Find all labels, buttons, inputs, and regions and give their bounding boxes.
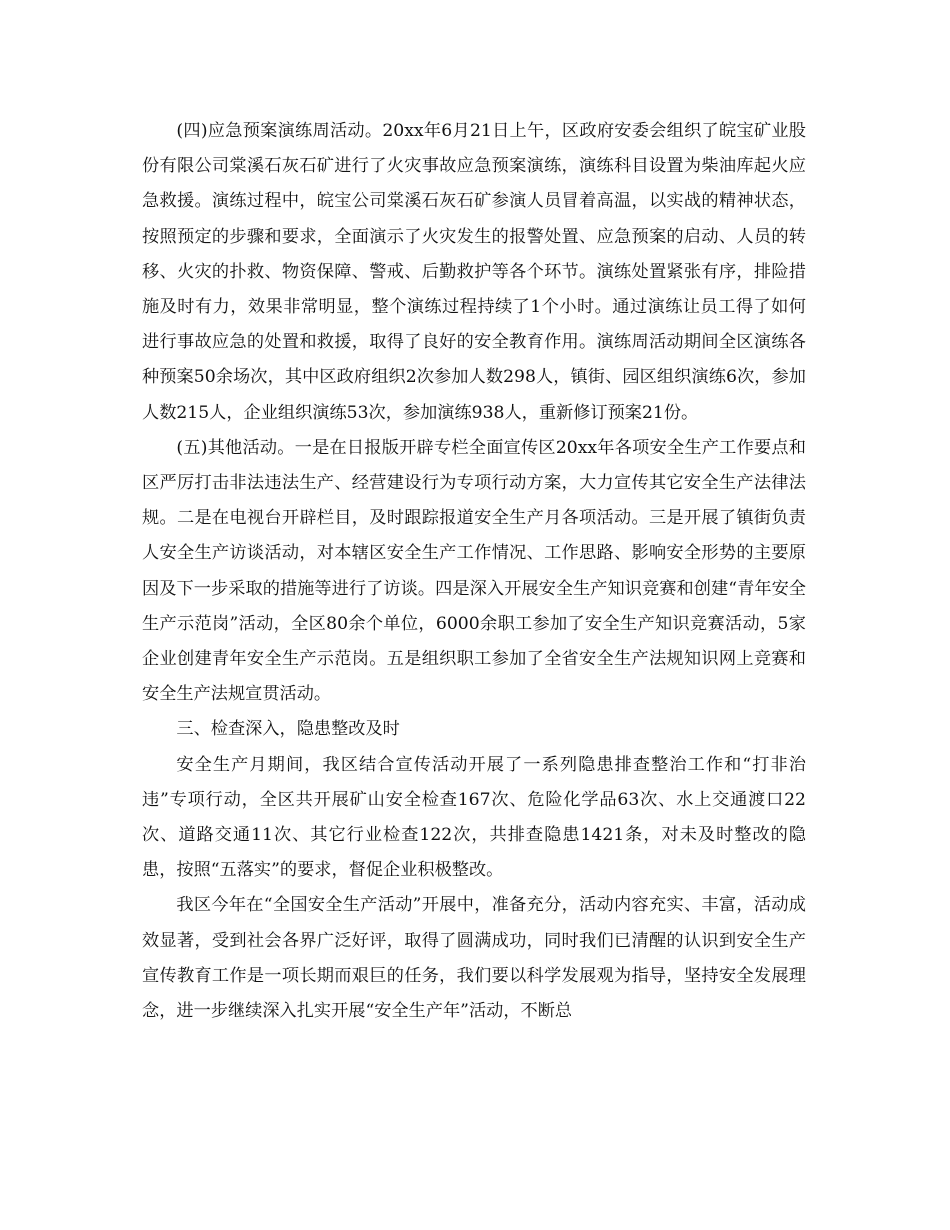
- section-heading-inspection: 三、检查深入，隐患整改及时: [176, 719, 400, 740]
- document-body: [142, 114, 806, 1029]
- paragraph-hazard-inspection: 安全生产月期间，我区结合宣传活动开展了一系列隐患排查整治工作和“打非治违”专项行动，全区共开展矿山安全检查167次、危险化学品63次、水上交通渡口22次、道路交通11次、其它行业检查122次，共排查隐患1421条，对未及时整改的隐患，按照“五落实”的要求，督促企业积极整改。: [142, 754, 806, 881]
- paragraph-summary: 我区今年在“全国安全生产活动”开展中，准备充分，活动内容充实、丰富，活动成效显著，受到社会各界广泛好评，取得了圆满成功，同时我们已清醒的认识到安全生产宣传教育工作是一项长期而艰巨的任务，我们要以科学发展观为指导，坚持安全发展理念，进一步继续深入扎实开展“安全生产年”活动，不断总: [142, 895, 806, 1022]
- paragraph-emergency-drill-week: (四)应急预案演练周活动。20xx年6月21日上午，区政府安委会组织了皖宝矿业股份有限公司棠溪石灰石矿进行了火灾事故应急预案演练，演练科目设置为柴油库起火应急救援。演练过程中，皖宝公司棠溪石灰石矿参演人员冒着高温，以实战的精神状态，按照预定的步骤和要求，全面演示了火灾发生的报警处置、应急预案的启动、人员的转移、火灾的扑救、物资保障、警戒、后勤救护等各个环节。演练处置紧张有序，排险措施及时有力，效果非常明显，整个演练过程持续了1个小时。通过演练让员工得了如何进行事故应急的处置和救援，取得了良好的安全教育作用。演练周活动期间全区演练各种预案50余场次，其中区政府组织2次参加人数298人，镇街、园区组织演练6次，参加人数215人，企业组织演练53次，参加演练938人，重新修订预案21份。: [142, 121, 806, 423]
- paragraph-other-activities: (五)其他活动。一是在日报版开辟专栏全面宣传区20xx年各项安全生产工作要点和区严厉打击非法违法生产、经营建设行为专项行动方案，大力宣传其它安全生产法律法规。二是在电视台开辟栏目，及时跟踪报道安全生产月各项活动。三是开展了镇街负责人安全生产访谈活动，对本辖区安全生产工作情况、工作思路、影响安全形势的主要原因及下一步采取的措施等进行了访谈。四是深入开展安全生产知识竞赛和创建“青年安全生产示范岗”活动，全区80余个单位，6000余职工参加了安全生产知识竞赛活动，5家企业创建青年安全生产示范岗。五是组织职工参加了全省安全生产法规知识网上竞赛和安全生产法规宣贯活动。: [142, 437, 806, 705]
